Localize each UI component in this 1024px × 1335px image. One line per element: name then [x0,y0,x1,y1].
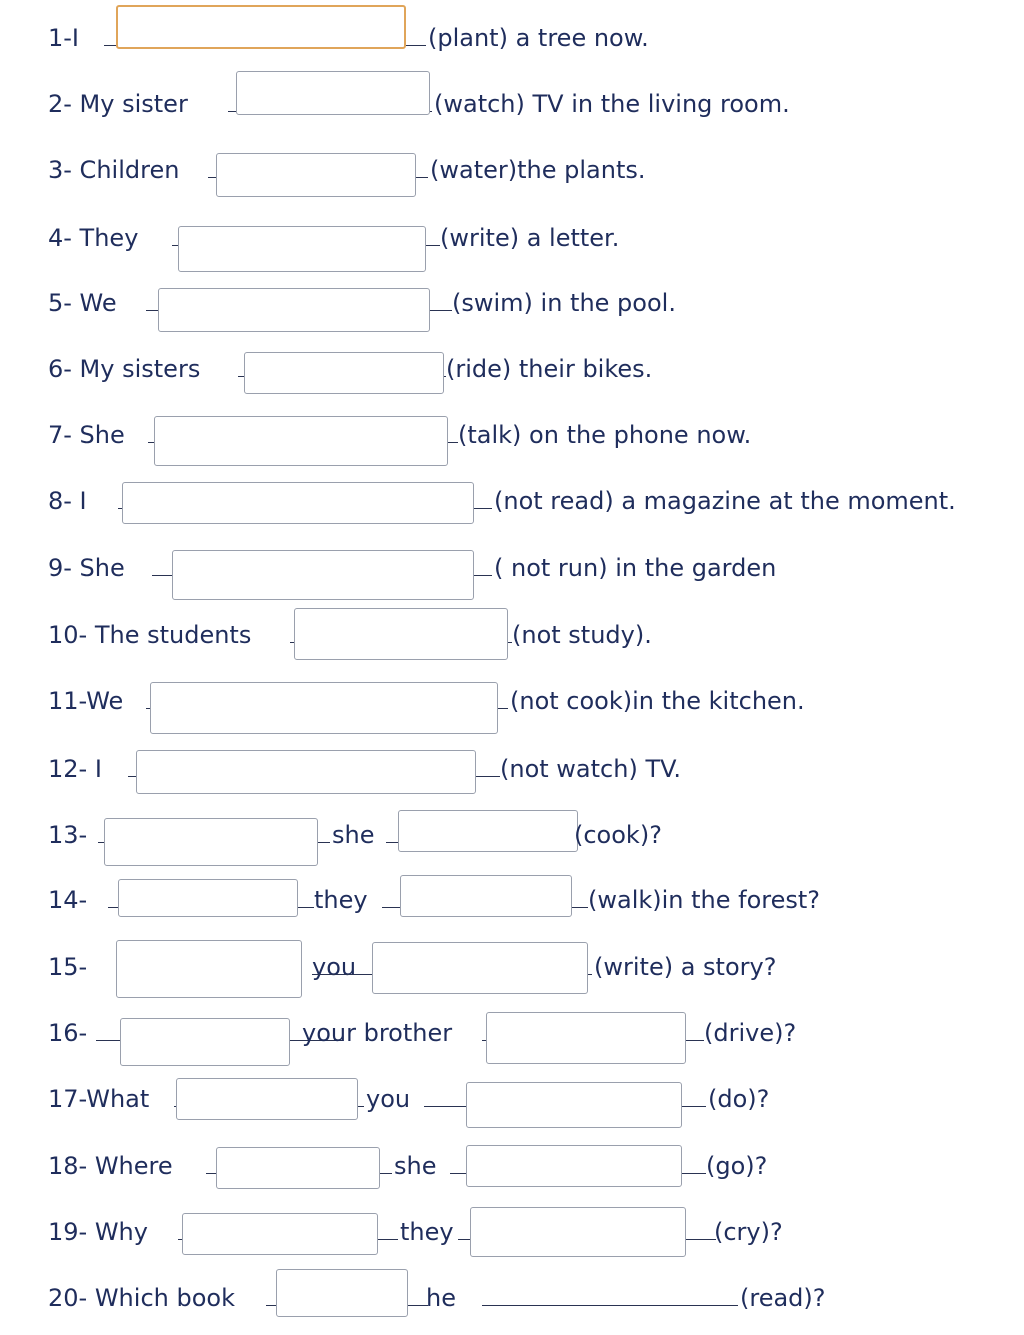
verb-prompt: (ride) their bikes. [446,355,653,383]
verb-prompt: (write) a letter. [440,224,620,252]
answer-input-7[interactable] [154,416,448,466]
verb-prompt: (cook)? [574,821,662,849]
answer-input-10[interactable] [294,608,508,660]
item-number: 2- My sister [48,90,188,118]
answer-input-3[interactable] [216,153,416,197]
item-number: 3- Children [48,156,180,184]
answer-input-6[interactable] [244,352,444,394]
item-number: 20- Which book [48,1284,235,1312]
subject-text: they [314,886,368,914]
verb-prompt: (write) a story? [594,953,777,981]
answer-verb-input-19[interactable] [470,1207,686,1257]
item-number: 9- She [48,554,125,582]
answer-verb-input-16[interactable] [486,1012,686,1064]
verb-prompt: (cry)? [714,1218,783,1246]
answer-input-4[interactable] [178,226,426,272]
answer-input-11[interactable] [150,682,498,734]
answer-input-1[interactable] [116,5,406,49]
verb-prompt: (not cook)in the kitchen. [510,687,805,715]
verb-prompt: (watch) TV in the living room. [434,90,790,118]
item-number: 16- [48,1019,88,1047]
verb-prompt: (plant) a tree now. [428,24,649,52]
answer-aux-input-18[interactable] [216,1147,380,1189]
item-number: 17-What [48,1085,150,1113]
answer-input-8[interactable] [122,482,474,524]
item-number: 11-We [48,687,124,715]
answer-aux-input-16[interactable] [120,1018,290,1066]
answer-aux-input-17[interactable] [176,1078,358,1120]
answer-underline [482,1305,738,1306]
answer-aux-input-19[interactable] [182,1213,378,1255]
item-number: 5- We [48,289,117,317]
answer-verb-input-17[interactable] [466,1082,682,1128]
answer-input-12[interactable] [136,750,476,794]
answer-verb-input-13[interactable] [398,810,578,852]
answer-input-9[interactable] [172,550,474,600]
subject-text: she [332,821,375,849]
answer-verb-input-18[interactable] [466,1145,682,1187]
subject-text: they [400,1218,454,1246]
verb-prompt: (go)? [706,1152,768,1180]
subject-text: you [312,953,357,981]
verb-prompt: (talk) on the phone now. [458,421,752,449]
verb-prompt: ( not run) in the garden [494,554,777,582]
verb-prompt: (walk)in the forest? [588,886,821,914]
subject-text: she [394,1152,437,1180]
item-number: 8- I [48,487,87,515]
answer-aux-input-20[interactable] [276,1269,408,1317]
item-number: 18- Where [48,1152,173,1180]
subject-text: you [366,1085,411,1113]
item-number: 6- My sisters [48,355,201,383]
item-number: 1-I [48,24,80,52]
verb-prompt: (do)? [708,1085,770,1113]
item-number: 15- [48,953,88,981]
verb-prompt: (water)the plants. [430,156,646,184]
verb-prompt: (drive)? [704,1019,797,1047]
answer-input-2[interactable] [236,71,430,115]
item-number: 10- The students [48,621,252,649]
subject-text: your brother [302,1019,453,1047]
verb-prompt: (not watch) TV. [500,755,682,783]
answer-verb-input-15[interactable] [372,942,588,994]
verb-prompt: (swim) in the pool. [452,289,676,317]
item-number: 14- [48,886,88,914]
answer-aux-input-15[interactable] [116,940,302,998]
verb-prompt: (not read) a magazine at the moment. [494,487,956,515]
item-number: 13- [48,821,88,849]
answer-aux-input-14[interactable] [118,879,298,917]
item-number: 4- They [48,224,139,252]
verb-prompt: (read)? [740,1284,826,1312]
answer-verb-input-14[interactable] [400,875,572,917]
verb-prompt: (not study). [512,621,652,649]
answer-aux-input-13[interactable] [104,818,318,866]
answer-input-5[interactable] [158,288,430,332]
item-number: 19- Why [48,1218,148,1246]
subject-text: he [426,1284,456,1312]
item-number: 7- She [48,421,125,449]
item-number: 12- I [48,755,102,783]
